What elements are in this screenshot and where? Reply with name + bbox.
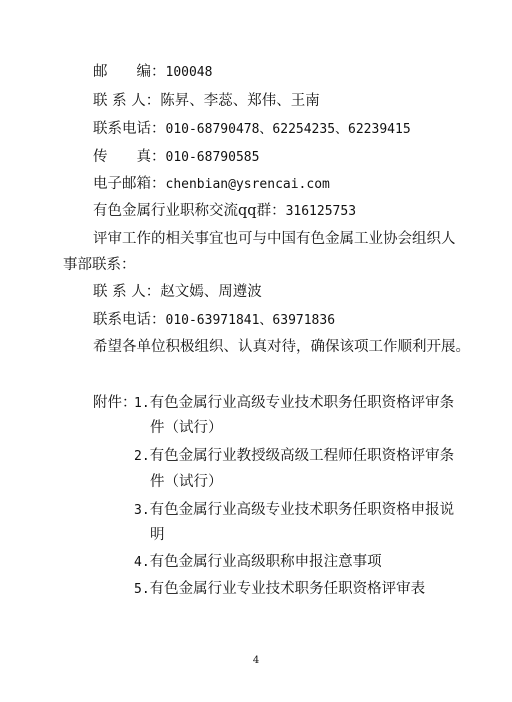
review-line-1: 评审工作的相关事宜也可与中国有色金属工业协会组织人: [93, 231, 456, 247]
contact-line-1: [93, 91, 320, 111]
postcode-line: [93, 62, 212, 83]
attachments-label: 附件：: [93, 395, 137, 411]
attachment-item-2: [134, 446, 454, 467]
phone-numbers: 010-68790478、62254235、62239415: [165, 122, 411, 137]
postcode-value: 100048: [165, 65, 213, 80]
fax-line: [93, 147, 259, 168]
contact-line-2: [93, 282, 262, 302]
phone-label-2: 联系电话：: [93, 312, 166, 328]
phone-numbers-2: 010-63971841、63971836: [165, 313, 336, 328]
email-label: 电子邮箱：: [93, 176, 166, 192]
attachment-number: 3.: [134, 503, 150, 518]
email-line: [93, 174, 330, 195]
attachment-title: 有色金属行业高级职称申报注意事项: [149, 554, 382, 570]
contact-label-2: 联 系 人：: [93, 284, 161, 300]
contact-names-2: 赵文嫣、周遵波: [160, 284, 262, 300]
attachment-title: 有色金属行业高级专业技术职务任职资格申报说: [149, 502, 455, 518]
attachment-number: 1.: [134, 396, 150, 411]
qq-line: [93, 201, 356, 222]
attachment-number: 4.: [134, 555, 150, 570]
fax-label: 传 真：: [93, 149, 166, 165]
attachment-item-4: [134, 552, 382, 573]
attachment-item-1: [134, 393, 454, 414]
attachment-number: 2.: [134, 449, 150, 464]
postcode-label: 邮 编：: [93, 64, 166, 80]
closing-line: 希望各单位积极组织、认真对待，确保该项工作顺利开展。: [93, 339, 470, 355]
qq-text: 有色金属行业职称交流qq群：: [93, 203, 286, 219]
phone-label: 联系电话：: [93, 121, 166, 137]
attachment-title: 有色金属行业高级专业技术职务任职资格评审条: [149, 395, 455, 411]
attachment-number: 5.: [134, 582, 150, 597]
fax-number: 010-68790585: [165, 150, 260, 165]
attachment-title: 有色金属行业教授级高级工程师任职资格评审条: [149, 448, 455, 464]
attachment-item-1-cont: 件（试行）: [150, 420, 223, 436]
email-address: chenbian@ysrencai.com: [165, 177, 330, 192]
qq-number: 316125753: [285, 204, 357, 219]
attachment-item-2-cont: 件（试行）: [150, 474, 223, 490]
attachment-item-3: [134, 500, 454, 521]
review-line-2: 事部联系：: [63, 257, 136, 273]
attachment-item-3-cont: 明: [150, 527, 165, 543]
phone-line-1: [93, 119, 411, 140]
attachment-item-5: [134, 579, 425, 600]
page-number: 4: [252, 655, 260, 666]
contact-label: 联 系 人：: [93, 93, 161, 109]
phone-line-2: [93, 310, 335, 331]
attachment-title: 有色金属行业专业技术职务任职资格评审表: [149, 581, 426, 597]
contact-names: 陈昇、李蕊、郑伟、王南: [160, 93, 320, 109]
